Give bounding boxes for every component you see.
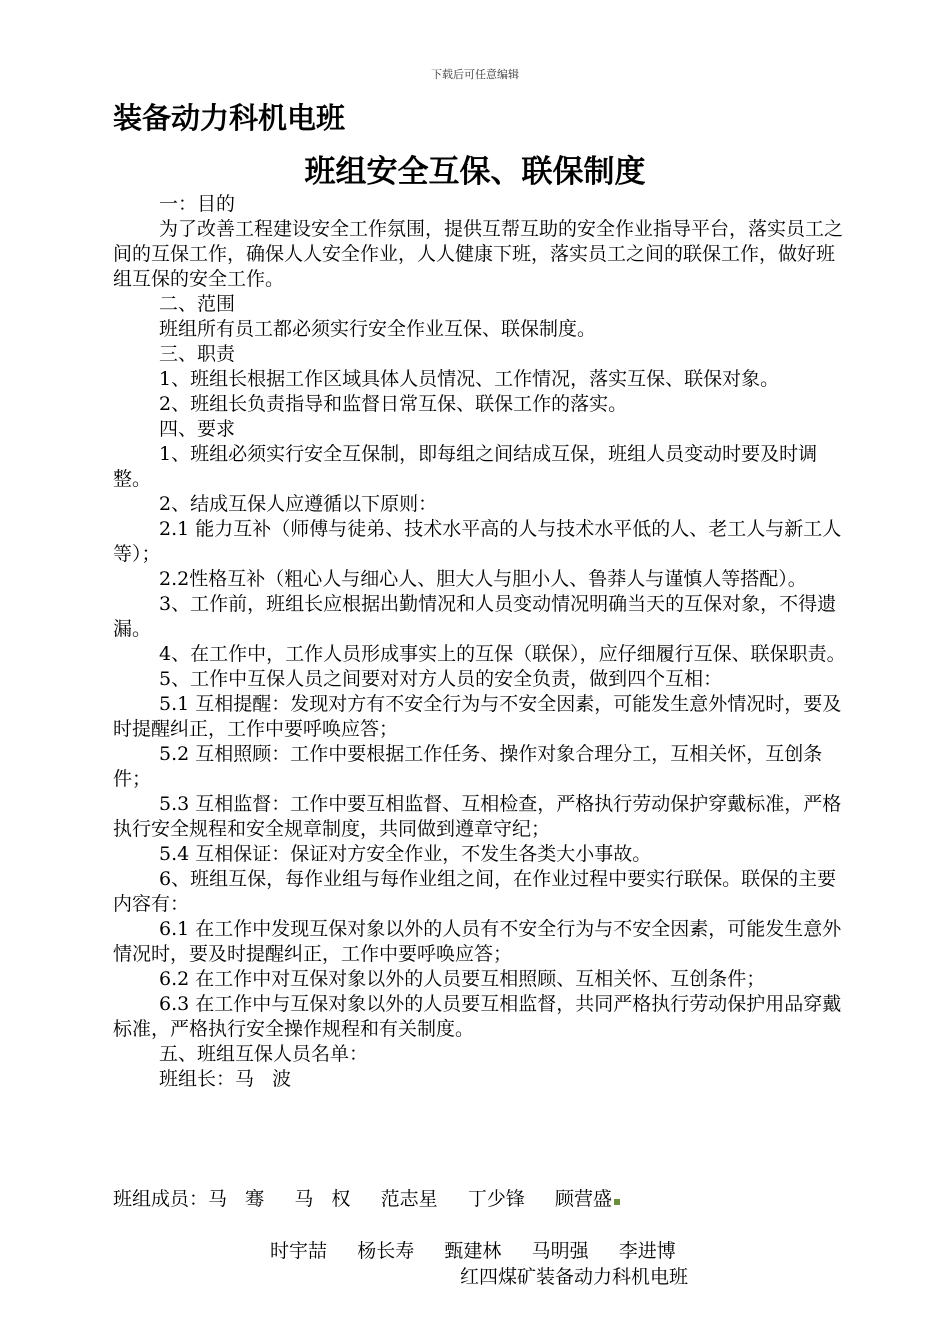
paragraph-req-6-2: 6.2 在工作中对互保对象以外的人员要互相照顾、互相关怀、互创条件； xyxy=(159,968,766,990)
paragraph-req-4: 4、在工作中，工作人员形成事实上的互保（联保），应仔细履行互保、联保职责。 xyxy=(159,643,846,665)
signature: 红四煤矿装备动力科机电班 xyxy=(460,1266,689,1288)
section-heading-duties: 三、职责 xyxy=(159,343,236,365)
paragraph-req-2: 2、结成互保人应遵循以下原则： xyxy=(159,493,438,515)
paragraph-req-3: 3、工作前，班组长应根据出勤情况和人员变动情况明确当天的互保对象，不得遗漏。 xyxy=(113,593,837,640)
paragraph-duty-1: 1、班组长根据工作区域具体人员情况、工作情况，落实互保、联保对象。 xyxy=(159,368,780,390)
document-body xyxy=(113,192,848,1092)
paragraph-req-5-2: 5.2 互相照顾：工作中要根据工作任务、操作对象合理分工，互相关怀，互创条件； xyxy=(113,743,823,790)
paragraph-req-6: 6、班组互保，每作业组与每作业组之间，在作业过程中要实行联保。联保的主要内容有： xyxy=(113,868,837,915)
team-leader: 班组长：马 波 xyxy=(159,1068,292,1090)
paragraph-req-2-1: 2.1 能力互补（师傅与徒弟、技术水平高的人与技术水平低的人、老工人与新工人等）； xyxy=(113,518,842,565)
paragraph-duty-2: 2、班组长负责指导和监督日常互保、联保工作的落实。 xyxy=(159,393,628,415)
paragraph-req-6-1: 6.1 在工作中发现互保对象以外的人员有不安全行为与不安全因素，可能发生意外情况时，要及时提醒纠正，工作中要呼唤应答； xyxy=(113,918,842,965)
team-members-line-1 xyxy=(113,1186,620,1212)
paragraph-req-5: 5、工作中互保人员之间要对对方人员的安全负责，做到四个互相： xyxy=(159,668,723,690)
section-heading-scope: 二、范围 xyxy=(159,293,236,315)
department-title: 装备动力科机电班 xyxy=(113,101,346,135)
paragraph-req-1: 1、班组必须实行安全互保制，即每组之间结成互保，班组人员变动时要及时调整。 xyxy=(113,443,818,490)
paragraph-scope: 班组所有员工都必须实行安全作业互保、联保制度。 xyxy=(159,318,597,340)
section-heading-purpose: 一：目的 xyxy=(159,193,236,215)
marker-icon xyxy=(614,1199,620,1205)
paragraph-req-2-2: 2.2性格互补（粗心人与细心人、胆大人与胆小人、鲁莽人与谨慎人等搭配）。 xyxy=(159,568,807,590)
header-note: 下载后可任意编辑 xyxy=(431,68,519,81)
paragraph-req-5-4: 5.4 互相保证：保证对方安全作业，不发生各类大小事故。 xyxy=(159,843,652,865)
section-heading-roster: 五、班组互保人员名单： xyxy=(159,1043,369,1065)
paragraph-req-5-1: 5.1 互相提醒：发现对方有不安全行为与不安全因素，可能发生意外情况时，要及时提醒纠正，工作中要呼唤应答； xyxy=(113,693,842,740)
paragraph-req-6-3: 6.3 在工作中与互保对象以外的人员要互相监督，共同严格执行劳动保护用品穿戴标准，严格执行安全操作规程和有关制度。 xyxy=(113,993,842,1040)
section-heading-requirements: 四、要求 xyxy=(159,418,236,440)
page-title: 班组安全互保、联保制度 xyxy=(304,154,646,190)
team-members-line-2: 时宇喆 杨长寿 甄建林 马明强 李进博 xyxy=(270,1240,676,1262)
members-text: 班组成员：马 骞 马 权 范志星 丁少锋 顾营盛 xyxy=(113,1188,613,1210)
paragraph-purpose: 为了改善工程建设安全工作氛围，提供互帮互助的安全作业指导平台，落实员工之间的互保工作，确保人人安全作业，人人健康下班，落实员工之间的联保工作，做好班组互保的安全工作。 xyxy=(113,218,844,290)
paragraph-req-5-3: 5.3 互相监督：工作中要互相监督、互相检查，严格执行劳动保护穿戴标准，严格执行安全规程和安全规章制度，共同做到遵章守纪； xyxy=(113,793,842,840)
